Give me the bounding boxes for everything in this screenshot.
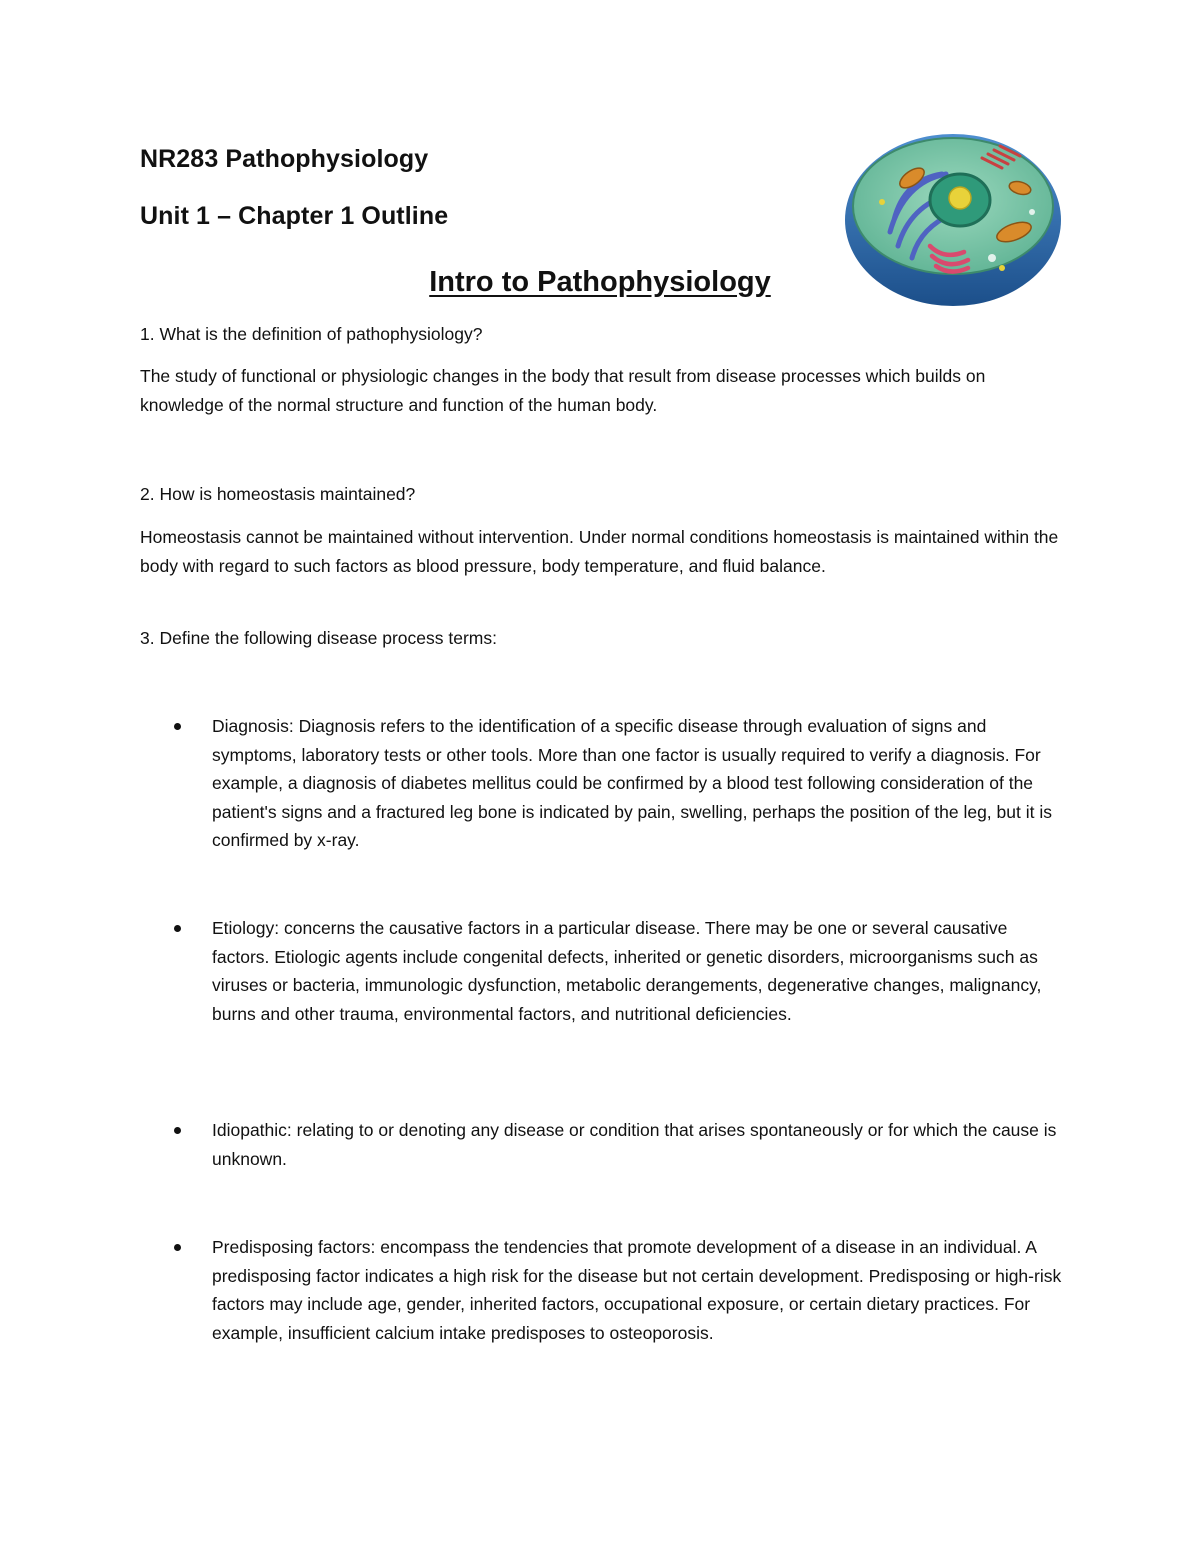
- term-etiology: Etiology: concerns the causative factors in a particular disease. There may be one or several causative factors. Etiologic agents include congenital defects, inherited or genetic disorders, microorganisms such as viruses or bacteria, immunologic dysfunction, metabolic derangements, degenerative changes, malignancy, burns and other trauma, environmental factors, and nutritional deficiencies.: [212, 918, 1042, 1024]
- vesicle: [999, 265, 1005, 271]
- main-heading: Intro to Pathophysiology: [429, 266, 771, 298]
- term-predisposing-factors: Predisposing factors: encompass the tendencies that promote development of a disease in an individual. A predisposing factor indicates a high risk for the disease but not certain development. Predisposing or high-risk factors may include age, gender, inherited factors, occupational exposure, or certain dietary practices. For example, insufficient calcium intake predisposes to osteoporosis.: [212, 1237, 1062, 1343]
- term-diagnosis: Diagnosis: Diagnosis refers to the identification of a specific disease through evaluation of signs and symptoms, laboratory tests or other tools. More than one factor is usually required to verify a diagnosis. For example, a diagnosis of diabetes mellitus could be confirmed by a blood test following consideration of the patient's signs and a fractured leg bone is indicated by pain, swelling, perhaps the position of the leg, but it is confirmed by x-ray.: [212, 716, 1052, 850]
- bullet-icon: [174, 723, 181, 730]
- vesicle: [1029, 209, 1035, 215]
- bullet-icon: [174, 1127, 181, 1134]
- bullet-icon: [174, 1244, 181, 1251]
- bullet-icon: [174, 925, 181, 932]
- question-1: 1. What is the definition of pathophysiology?: [140, 324, 483, 344]
- question-2: 2. How is homeostasis maintained?: [140, 484, 416, 504]
- cell-illustration-icon: [842, 128, 1064, 308]
- term-idiopathic: Idiopathic: relating to or denoting any disease or condition that arises spontaneously or for which the cause is unknown.: [212, 1120, 1057, 1169]
- unit-title: Unit 1 – Chapter 1 Outline: [140, 202, 449, 230]
- answer-2: Homeostasis cannot be maintained without intervention. Under normal conditions homeostasis is maintained within the body with regard to such factors as blood pressure, body temperature, and fluid balance.: [140, 527, 1059, 576]
- course-title: NR283 Pathophysiology: [140, 145, 429, 173]
- vesicle: [879, 199, 885, 205]
- vesicle: [988, 254, 996, 262]
- question-3: 3. Define the following disease process terms:: [140, 628, 497, 648]
- answer-1: The study of functional or physiologic changes in the body that result from disease processes which builds on knowledge of the normal structure and function of the human body.: [140, 366, 986, 415]
- nucleolus: [949, 187, 971, 209]
